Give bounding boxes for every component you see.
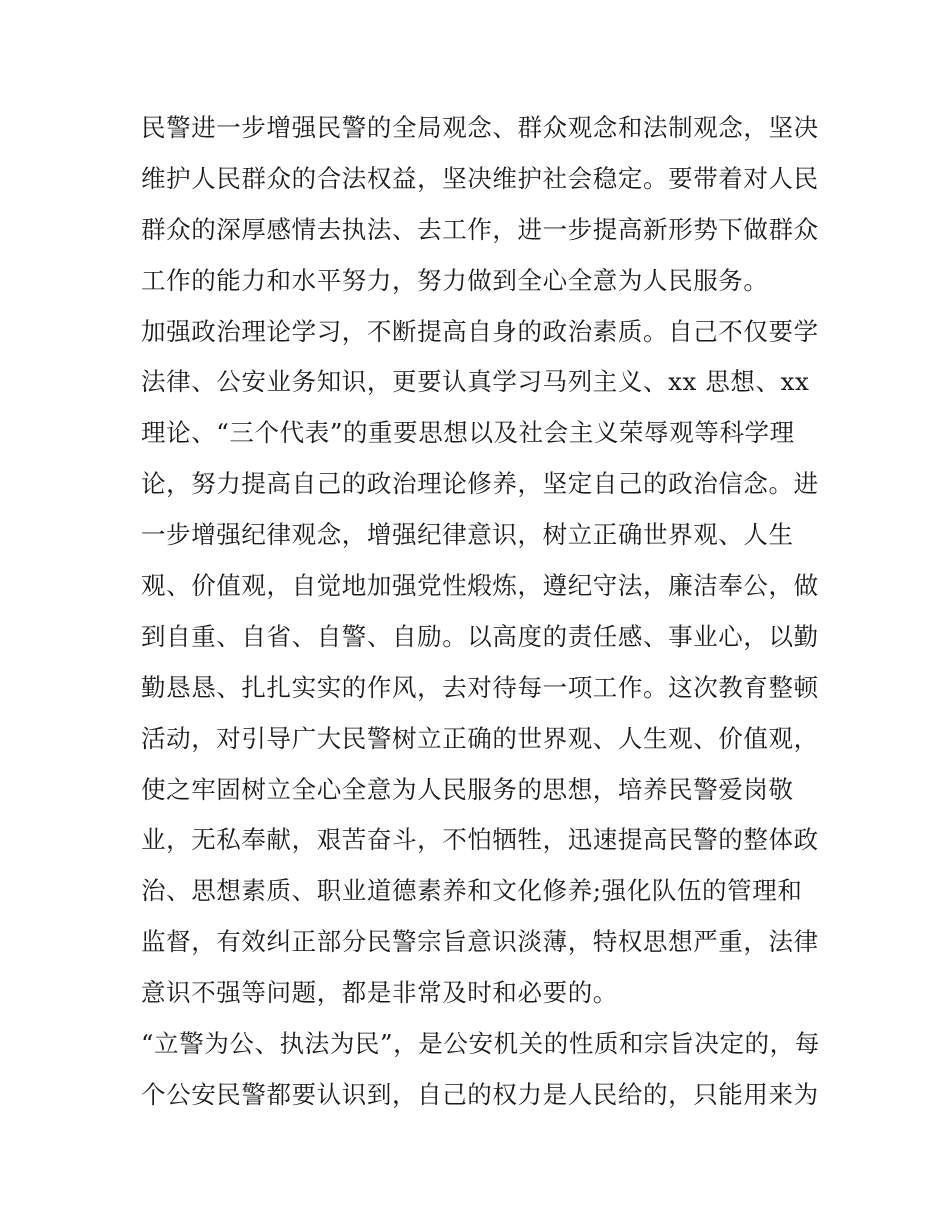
text-line: 民警进一步增强民警的全局观念、群众观念和法制观念，坚决 [141, 113, 819, 142]
body-text [141, 103, 821, 1121]
text-line: 法律、公安业务知识，更要认真学习马列主义、xx 思想、xx [141, 367, 810, 397]
text-line: 群众的深厚感情去执法、去工作，进一步提高新形势下做群众 [141, 214, 819, 244]
text-line: 观、价值观，自觉地加强党性煅炼，遵纪守法，廉洁奉公，做 [141, 571, 819, 601]
text-line: 监督，有效纠正部分民警宗旨意识淡薄，特权思想严重，法律 [141, 927, 819, 957]
text-line: 加强政治理论学习，不断提高自身的政治素质。自己不仅要学 [141, 316, 819, 346]
text-line: 论，努力提高自己的政治理论修养，坚定自己的政治信念。进 [141, 469, 819, 499]
text-line: 到自重、自省、自警、自励。以高度的责任感、事业心，以勤 [141, 621, 819, 651]
text-line: 活动，对引导广大民警树立正确的世界观、人生观、价值观， [141, 723, 819, 753]
text-line: 维护人民群众的合法权益，坚决维护社会稳定。要带着对人民 [141, 163, 819, 193]
text-line: 治、思想素质、职业道德素养和文化修养;强化队伍的管理和 [141, 876, 803, 906]
text-line: “立警为公、执法为民”，是公安机关的性质和宗旨决定的，每 [141, 1029, 820, 1059]
text-line: 一步增强纪律观念，增强纪律意识，树立正确世界观、人生 [141, 520, 794, 550]
text-line: 勤恳恳、扎扎实实的作风，去对待每一项工作。这次教育整顿 [141, 672, 819, 702]
text-line: 业，无私奉献，艰苦奋斗，不怕牺牲，迅速提高民警的整体政 [141, 825, 819, 855]
text-line: 使之牢固树立全心全意为人民服务的思想，培养民警爱岗敬 [141, 774, 794, 804]
text-line: 意识不强等问题，都是非常及时和必要的。 [141, 978, 618, 1008]
text-line: 工作的能力和水平努力，努力做到全心全意为人民服务。 [141, 265, 769, 295]
text-line: 理论、“三个代表”的重要思想以及社会主义荣辱观等科学理 [141, 418, 795, 448]
text-line: 个公安民警都要认识到，自己的权力是人民给的，只能用来为 [141, 1079, 819, 1109]
